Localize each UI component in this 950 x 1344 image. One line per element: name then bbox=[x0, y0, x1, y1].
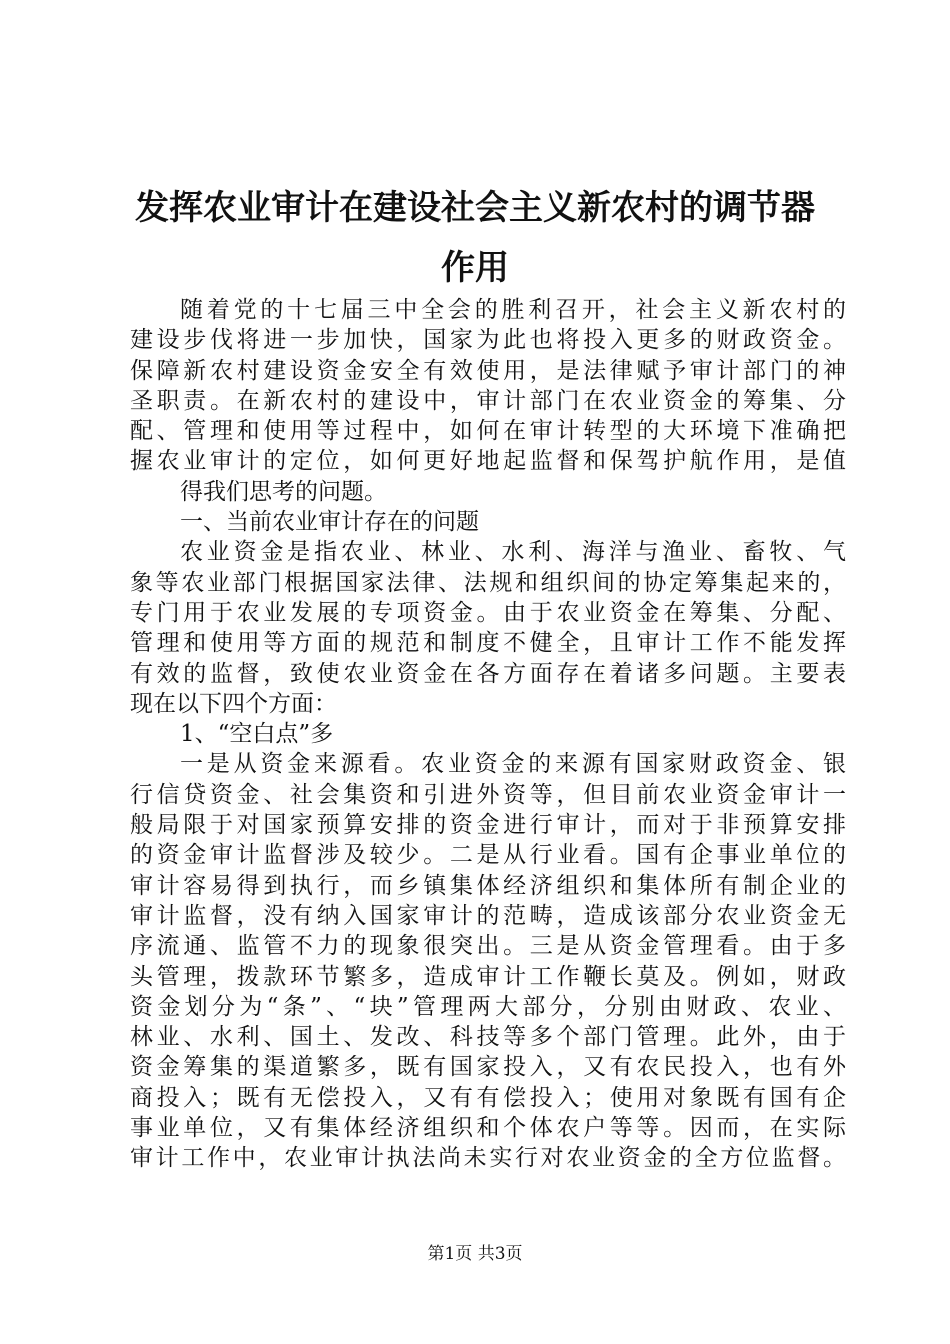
text-line: 一是从资金来源看。农业资金的来源有国家财政资金、银 bbox=[180, 751, 846, 778]
text-line: 审计容易得到执行，而乡镇集体经济组织和集体所有制企业的 bbox=[130, 872, 846, 899]
section-heading: 一、当前农业审计存在的问题 bbox=[180, 509, 479, 536]
text-line: 事业单位，又有集体经济组织和个体农户等等。因而，在实际 bbox=[130, 1115, 846, 1142]
text-line: 现在以下四个方面： bbox=[130, 690, 337, 717]
text-line: 林业、水利、国土、发改、科技等多个部门管理。此外，由于 bbox=[130, 1024, 846, 1051]
text-line: 资金筹集的渠道繁多，既有国家投入，又有农民投入，也有外 bbox=[130, 1054, 846, 1081]
text-line: 头管理，拨款环节繁多，造成审计工作鞭长莫及。例如，财政 bbox=[130, 963, 846, 990]
text-line: 序流通、监管不力的现象很突出。三是从资金管理看。由于多 bbox=[130, 933, 846, 960]
text-line: 握农业审计的定位，如何更好地起监督和保驾护航作用，是值 bbox=[130, 448, 846, 475]
text-line: 得我们思考的问题。 bbox=[180, 478, 387, 505]
document-body bbox=[130, 295, 846, 1174]
text-line: 资金划分为“条”、“块”管理两大部分，分别由财政、农业、 bbox=[130, 993, 846, 1020]
text-line: 般局限于对国家预算安排的资金进行审计，而对于非预算安排 bbox=[130, 812, 846, 839]
text-line: 审计工作中，农业审计执法尚未实行对农业资金的全方位监督。 bbox=[130, 1145, 846, 1172]
text-line: 管理和使用等方面的规范和制度不健全，且审计工作不能发挥 bbox=[130, 630, 846, 657]
text-line: 配、管理和使用等过程中，如何在审计转型的大环境下准确把 bbox=[130, 418, 846, 445]
text-line: 专门用于农业发展的专项资金。由于农业资金在筹集、分配、 bbox=[130, 599, 846, 626]
subsection-heading: 1、“空白点”多 bbox=[180, 721, 334, 748]
document-title-line-1: 发挥农业审计在建设社会主义新农村的调节器 bbox=[135, 188, 815, 228]
document-title-line-2: 作用 bbox=[441, 248, 509, 288]
text-line: 商投入；既有无偿投入，又有有偿投入；使用对象既有国有企 bbox=[130, 1084, 846, 1111]
text-line: 的资金审计监督涉及较少。二是从行业看。国有企事业单位的 bbox=[130, 842, 846, 869]
text-line: 建设步伐将进一步加快，国家为此也将投入更多的财政资金。 bbox=[130, 327, 846, 354]
text-line: 象等农业部门根据国家法律、法规和组织间的协定筹集起来的， bbox=[130, 569, 846, 596]
text-line: 保障新农村建设资金安全有效使用，是法律赋予审计部门的神 bbox=[130, 357, 846, 384]
text-line: 随着党的十七届三中全会的胜利召开，社会主义新农村的 bbox=[180, 297, 846, 323]
text-line: 农业资金是指农业、林业、水利、海洋与渔业、畜牧、气 bbox=[180, 539, 846, 566]
text-line: 审计监督，没有纳入国家审计的范畴，造成该部分农业资金无 bbox=[130, 902, 846, 929]
text-line: 行信贷资金、社会集资和引进外资等，但目前农业资金审计一 bbox=[130, 781, 846, 808]
text-line: 圣职责。在新农村的建设中，审计部门在农业资金的筹集、分 bbox=[130, 387, 846, 414]
page-footer: 第1页 共3页 bbox=[427, 1244, 523, 1264]
text-line: 有效的监督，致使农业资金在各方面存在着诸多问题。主要表 bbox=[130, 660, 846, 687]
